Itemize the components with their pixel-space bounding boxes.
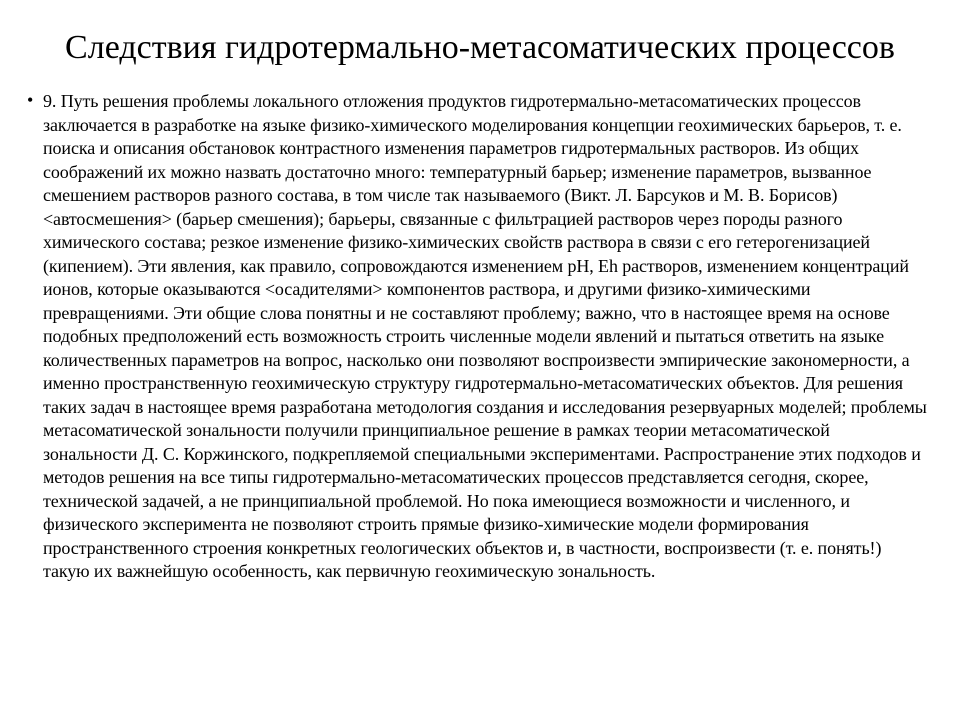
slide-title: Следствия гидротермально-метасоматических процессов bbox=[65, 28, 895, 66]
bullet-item bbox=[27, 90, 927, 584]
bullet-text: 9. Путь решения проблемы локального отложения продуктов гидротермально-метасоматических процессов заключается в разработке на языке физико-химического моделирования концепции геохимических барьеров, т. е. поиска и описания обстановок контрастного изменения параметров гидротермальных растворов. Из общих соображений их можно назвать достаточно много: температурный барьер; изменение параметров, вызванное смешением растворов разного состава, в том числе так называемого (Викт. Л. Барсуков и М. В. Борисов) <автосмешения> (барьер смешения); барьеры, связанные с фильтрацией растворов через породы разного химического состава; резкое изменение физико-химических свойств раствора в связи с его гетерогенизацией (кипением). Эти явления, как правило, сопровождаются изменением рН, Eh растворов, изменением концентраций ионов, которые оказываются <осадителями> компонентов раствора, и другими физико-химическими превращениями. Эти общие слова понятны и не составляют проблему; важно, что в настоящее время на основе подобных предположений есть возможность строить численные модели явлений и пытаться ответить на языке количественных параметров на вопрос, насколько они позволяют воспроизвести эмпирические закономерности, а именно пространственную геохимическую структуру гидротермально-метасоматических объектов. Для решения таких задач в настоящее время разработана методология создания и исследования резервуарных моделей; проблемы метасоматической зональности получили принципиальное решение в рамках теории метасоматической зональности Д. С. Коржинского, подкрепляемой специальными экспериментами. Распространение этих подходов и методов решения на все типы гидротермально-метасоматических процессов представляется сегодня, скорее, технической задачей, а не принципиальной проблемой. Но пока имеющиеся возможности и численного, и физического эксперимента не позволяют строить прямые физико-химические модели формирования пространственного строения конкретных геологических объектов и, в частности, воспроизвести (т. е. понять!) такую их важнейшую особенность, как первичную геохимическую зональность. bbox=[43, 91, 927, 581]
bullet-dot-icon: • bbox=[27, 90, 34, 110]
bullet-list bbox=[27, 90, 927, 584]
